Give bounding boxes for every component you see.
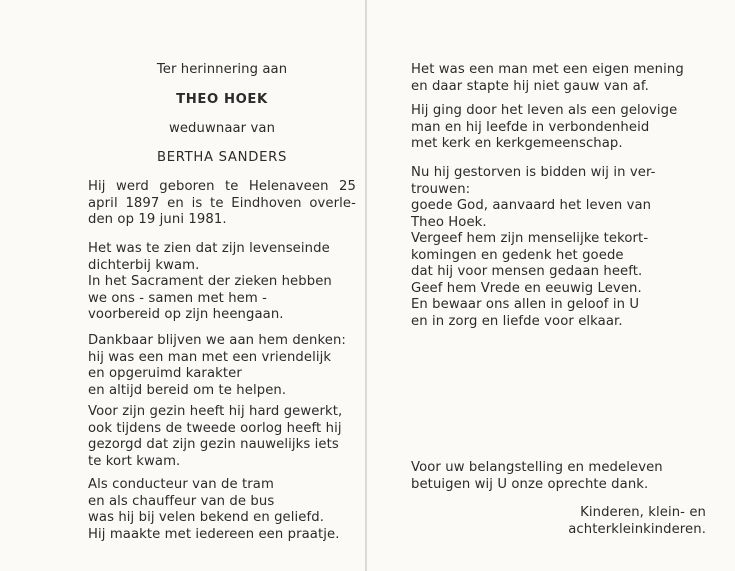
text-line: Als conducteur van de tram <box>88 477 274 492</box>
text-line: komingen en gedenk het goede <box>411 247 624 263</box>
text-line: Het was te zien dat zijn levenseinde <box>88 241 330 256</box>
text-line: dat hij voor mensen gedaan heeft. <box>411 264 643 279</box>
text-line: en altijd bereid om te helpen. <box>88 382 287 398</box>
left-page <box>88 0 356 571</box>
text-line: Voor uw belangstelling en medeleven <box>411 460 663 475</box>
signature-block <box>411 505 706 538</box>
faith-paragraph <box>411 103 706 153</box>
text-line: Het was een man met een eigen mening <box>411 62 684 77</box>
character-paragraph <box>88 333 356 399</box>
text-line: Hij werd geboren te Helenaveen 25 <box>88 179 356 194</box>
opinion-paragraph <box>411 62 706 95</box>
text-line: man en hij leefde in verbondenheid <box>411 119 650 135</box>
text-line: Hij ging door het leven als een gelovige <box>411 103 678 118</box>
text-line: en in zorg en liefde voor elkaar. <box>411 313 623 329</box>
text-line: Theo Hoek. <box>411 214 487 230</box>
text-line: gezorgd dat zijn gezin nauwelijks iets <box>88 437 339 452</box>
text-line: Nu hij gestorven is bidden wij in ver- <box>411 165 656 180</box>
text-line: en opgeruimd karakter <box>88 366 242 381</box>
family-paragraph <box>88 404 356 470</box>
text-line: hij was een man met een vriendelijk <box>88 349 332 365</box>
signature-line: achterkleinkinderen. <box>568 521 706 537</box>
text-line: Geef hem Vrede en eeuwig Leven. <box>411 280 642 296</box>
relation-line: weduwnaar van <box>168 121 276 136</box>
text-line: we ons - samen met hem - <box>88 290 267 306</box>
prayer-paragraph <box>411 165 706 330</box>
text-line: Vergeef hem zijn menselijke tekort- <box>411 231 649 246</box>
text-line: en daar stapte hij niet gauw van af. <box>411 78 649 94</box>
text-line: goede God, aanvaard het leven van <box>411 198 652 213</box>
thanks-paragraph <box>411 460 706 493</box>
text-line: met kerk en kerkgemeenschap. <box>411 136 623 151</box>
text-line: Voor zijn gezin heeft hij hard gewerkt, <box>88 404 343 419</box>
sacrament-paragraph <box>88 241 356 324</box>
text-line: betuigen wij U onze oprechte dank. <box>411 476 649 492</box>
text-line: was hij bij velen bekend en geliefd. <box>88 510 325 525</box>
text-line: trouwen: <box>411 181 471 197</box>
text-line: dichterbij kwam. <box>88 257 200 273</box>
text-line: In het Sacrament der zieken hebben <box>88 274 332 289</box>
text-line: en als chauffeur van de bus <box>88 493 275 509</box>
spouse-name: BERTHA SANDERS <box>156 150 288 165</box>
text-line: ook tijdens de tweede oorlog heeft hij <box>88 420 342 436</box>
text-line: En bewaar ons allen in geloof in U <box>411 297 640 312</box>
text-line: voorbereid op zijn heengaan. <box>88 307 284 322</box>
text-line: Hij maakte met iedereen een praatje. <box>88 526 340 542</box>
text-line: den op 19 juni 1981. <box>88 212 227 227</box>
signature-line: Kinderen, klein- en <box>580 505 706 520</box>
right-page <box>411 0 706 571</box>
birth-death-paragraph <box>88 179 356 229</box>
text-line: te kort kwam. <box>88 453 181 469</box>
intro-line: Ter herinnering aan <box>156 62 288 77</box>
deceased-name: THEO HOEK <box>176 92 268 107</box>
card-fold <box>365 0 367 571</box>
text-line: Dankbaar blijven we aan hem denken: <box>88 333 346 348</box>
text-line: april 1897 en is te Eindhoven overle- <box>88 195 356 211</box>
career-paragraph <box>88 477 356 543</box>
